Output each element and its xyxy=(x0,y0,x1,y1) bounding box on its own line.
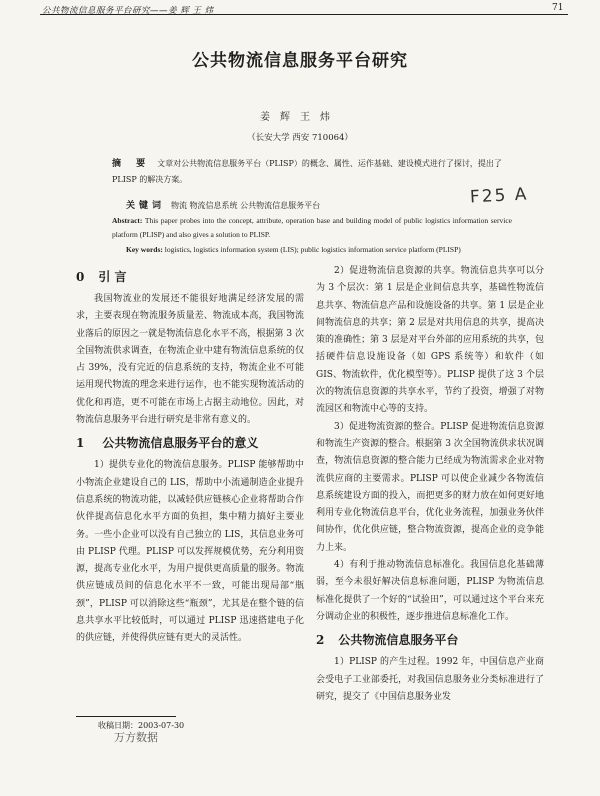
section-number: 2 xyxy=(316,633,325,648)
abstract-en xyxy=(112,214,512,242)
right-column xyxy=(316,263,544,706)
keywords-cn-text: 物流 物流信息系统 公共物流信息服务平台 xyxy=(171,201,321,210)
paper-title: 公共物流信息服务平台研究 xyxy=(192,51,408,71)
keywords-cn-label: 关键词 xyxy=(126,201,166,211)
abstract-cn-label: 摘 要 xyxy=(112,159,152,169)
watermark: 万方数据 xyxy=(114,731,158,744)
left-column xyxy=(76,263,304,648)
abstract-en-label: Abstract: xyxy=(112,216,143,225)
paragraph: 4）有利于推动物流信息标准化。我国信息化基础薄弱，至今未很好解决信息标准问题，PLISP 为物流信息标准化提供了一个好的“试验田”，可以通过这个平台来充分调动企业的积极性，逐步推进信息标准化工作。 xyxy=(316,560,544,622)
section-heading-1 xyxy=(76,431,304,455)
received-date-footnote: 收稿日期：2003-07-30 xyxy=(98,721,185,730)
section-title: 引 言 xyxy=(98,270,127,284)
page-number: 71 xyxy=(552,3,564,13)
authors: 姜辉王炜 xyxy=(260,112,340,123)
paragraph: 3）促进物流资源的整合。PLISP 促进物流信息资源和物流生产资源的整合。根据第 3 次全国物流供求状况调查，物流信息资源的整合能力已经成为物流需求企业对物流供应商的主要需求。PLISP 可以使企业减少各物流信息系统建设方面的投入，而把更多的财力放在如何更好地利用专业化物流信息平台，优化业务流程，加强业务伙伴间协作，优化供应链，整合物流资源，提高企业的竞争能力上来。 xyxy=(316,421,544,553)
section-title: 公共物流信息服务平台 xyxy=(338,633,459,648)
paragraph: 1）PLISP 的产生过程。1992 年，中国信息产业商会受电子工业部委托，对我国信息服务业分类标准进行了研究，提交了《中国信息服务业发 xyxy=(316,657,544,702)
keywords-en-text: logistics, logistics information system (LIS); public logistics information service platform (PLISP) xyxy=(164,245,461,254)
section-heading-2 xyxy=(316,628,544,652)
section-number: 1 xyxy=(76,436,85,451)
section-title: 公共物流信息服务平台的意义 xyxy=(102,436,259,451)
abstract-cn xyxy=(112,156,512,187)
abstract-cn-text: 文章对公共物流信息服务平台（PLISP）的概念、属性、运作基础、建设模式进行了探讨，提出了 PLISP 的解决方案。 xyxy=(112,159,502,184)
keywords-en-label: Key words: xyxy=(126,245,163,254)
keywords-cn xyxy=(126,198,446,211)
paragraph: 1）提供专业化的物流信息服务。PLISP 能够帮助中小物流企业建设自己的 LIS，帮助中小流通制造企业提升信息系统的物流功能，以减轻供应链核心企业将帮助合作伙伴提高信息化水平方面的负担，集中精力搞好主要业务。一些小企业可以没有自己独立的 LIS，其信息业务可由 PLISP 代理。PLISP 可以发挥规模优势，充分利用资源，提高专业化水平，为用户提供更高质量的服务。物流供应链成员间的信息化水平不一致，可能出现局部“瓶颈”，PLISP 可以消除这些“瓶颈”，尤其是在整个链的信息共享水平比较低时，可以通过 PLISP 迅速搭建电子化的供应链，并使得供应链有更大的灵活性。 xyxy=(76,460,304,644)
section-number: 0 xyxy=(76,270,85,284)
affiliation: （长安大学 西安 710064） xyxy=(247,133,353,143)
paragraph: 我国物流业的发展还不能很好地满足经济发展的需求，主要表现在物流服务质量差、物流成本高，我国物流业落后的原因之一就是物流信息化水平不高，根据第 3 次全国物流供求调查，在物流企业中建有物流信息系统的仅占 39%，没有完近的信息系统的支持，物流企业不可能运用现代物流的理念来进行运作，也不能实现物流活动的优化和再造，更不可能在市场上占据主动地位。因此，对物流信息服务平台进行研究是非常有意义的。 xyxy=(76,294,304,426)
abstract-en-text: This paper probes into the concept, attribute, operation base and building model of public logistics information service platform (PLISP) and also gives a solution to PLISP. xyxy=(112,216,512,239)
running-header-journal: 公共物流信息服务平台研究——姜 辉 王 炜 xyxy=(42,6,214,16)
footnote-rule xyxy=(76,716,176,717)
handwritten-classification-note: F25 A xyxy=(469,184,529,208)
paragraph: 2）促进物流信息资源的共享。物流信息共享可以分为 3 个层次：第 1 层是企业间信息共享，基础性物流信息共享、物流信息产品和设施设备的共享。第 1 层是企业间物流信息的共享；第 2 层是对共用信息的共享，提高决策的准确性；第 3 层是对平台外部的应用系统的共享，包括硬件信息设施设备（如 GPS 系统等）和软件（如 GIS、物流软件，优化模型等）。PLISP 提供了这 3 个层次的物流信息资源的共享水平，节约了投资，增强了对物流园区和物流中心等的支持。 xyxy=(316,266,544,415)
keywords-en xyxy=(126,243,512,257)
header-rule xyxy=(40,14,568,15)
section-heading-intro xyxy=(76,265,304,289)
